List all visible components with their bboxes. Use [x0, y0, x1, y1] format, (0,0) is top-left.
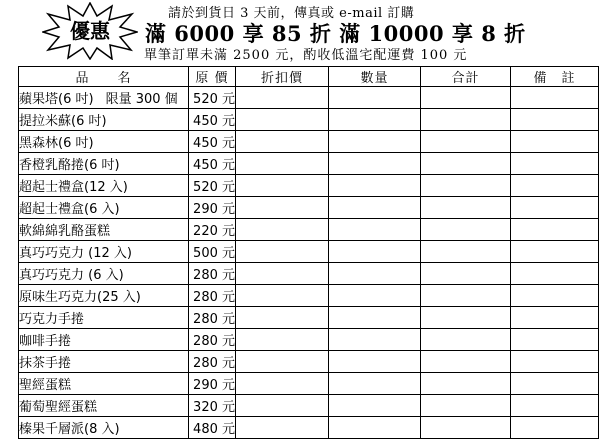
table-row	[19, 373, 599, 395]
remarks-cell[interactable]	[511, 241, 599, 263]
product-name: 榛果千層派(8 入)	[19, 422, 120, 437]
unit-price: 480 元	[189, 417, 236, 439]
table-row	[19, 351, 599, 373]
discount-price-cell[interactable]	[236, 373, 329, 395]
order-table	[18, 66, 599, 439]
remarks-cell[interactable]	[511, 285, 599, 307]
product-name: 咖啡手捲	[19, 334, 72, 349]
discount-price-cell[interactable]	[236, 351, 329, 373]
quantity-cell[interactable]	[329, 153, 421, 175]
unit-price: 280 元	[189, 329, 236, 351]
product-name-cell	[19, 307, 189, 329]
table-row	[19, 175, 599, 197]
quantity-cell[interactable]	[329, 131, 421, 153]
quantity-cell[interactable]	[329, 175, 421, 197]
line-total-cell[interactable]	[421, 263, 511, 285]
product-limit-note: 限量 300 個	[105, 92, 178, 107]
quantity-cell[interactable]	[329, 351, 421, 373]
unit-price: 450 元	[189, 131, 236, 153]
discount-price-cell[interactable]	[236, 87, 329, 109]
product-name: 真巧巧克力 (12 入)	[19, 246, 132, 261]
product-name: 葡萄聖經蛋糕	[19, 400, 98, 415]
product-name: 超起士禮盒(12 入)	[19, 180, 128, 195]
col-header-total: 合計	[421, 67, 511, 87]
remarks-cell[interactable]	[511, 219, 599, 241]
product-name: 軟綿綿乳酪蛋糕	[19, 224, 111, 239]
table-row	[19, 329, 599, 351]
product-name: 聖經蛋糕	[19, 378, 72, 393]
remarks-cell[interactable]	[511, 329, 599, 351]
quantity-cell[interactable]	[329, 395, 421, 417]
table-row	[19, 417, 599, 439]
quantity-cell[interactable]	[329, 417, 421, 439]
product-name: 原味生巧克力(25 入)	[19, 290, 141, 305]
unit-price: 450 元	[189, 109, 236, 131]
line-total-cell[interactable]	[421, 307, 511, 329]
table-row	[19, 87, 599, 109]
line-total-cell[interactable]	[421, 197, 511, 219]
line-total-cell[interactable]	[421, 329, 511, 351]
table-row	[19, 131, 599, 153]
product-name-cell	[19, 241, 189, 263]
quantity-cell[interactable]	[329, 109, 421, 131]
discount-price-cell[interactable]	[236, 175, 329, 197]
quantity-cell[interactable]	[329, 241, 421, 263]
remarks-cell[interactable]	[511, 153, 599, 175]
product-name-cell	[19, 285, 189, 307]
product-name-cell	[19, 153, 189, 175]
product-name: 香橙乳酪捲(6 吋)	[19, 158, 120, 173]
product-name-cell	[19, 175, 189, 197]
product-name: 巧克力手捲	[19, 312, 85, 327]
product-name-cell	[19, 373, 189, 395]
table-row	[19, 263, 599, 285]
line-total-cell[interactable]	[421, 373, 511, 395]
quantity-cell[interactable]	[329, 263, 421, 285]
discount-price-cell[interactable]	[236, 307, 329, 329]
unit-price: 320 元	[189, 395, 236, 417]
product-name: 提拉米蘇(6 吋)	[19, 114, 107, 129]
product-name-cell	[19, 417, 189, 439]
remarks-cell[interactable]	[511, 131, 599, 153]
remarks-cell[interactable]	[511, 175, 599, 197]
badge-label: 優惠	[70, 19, 110, 43]
table-row	[19, 197, 599, 219]
quantity-cell[interactable]	[329, 87, 421, 109]
quantity-cell[interactable]	[329, 373, 421, 395]
discount-price-cell[interactable]	[236, 153, 329, 175]
product-name-cell	[19, 351, 189, 373]
table-row	[19, 153, 599, 175]
product-name-cell	[19, 395, 189, 417]
order-form-header	[0, 0, 600, 64]
line-total-cell[interactable]	[421, 351, 511, 373]
line-total-cell[interactable]	[421, 87, 511, 109]
unit-price: 280 元	[189, 263, 236, 285]
unit-price: 220 元	[189, 219, 236, 241]
product-name: 蘋果塔(6 吋)	[19, 92, 94, 107]
discount-price-cell[interactable]	[236, 219, 329, 241]
col-header-price: 原 價	[189, 67, 236, 87]
product-name-cell	[19, 87, 189, 109]
unit-price: 520 元	[189, 87, 236, 109]
remarks-cell[interactable]	[511, 307, 599, 329]
unit-price: 500 元	[189, 241, 236, 263]
unit-price: 520 元	[189, 175, 236, 197]
quantity-cell[interactable]	[329, 329, 421, 351]
unit-price: 280 元	[189, 285, 236, 307]
unit-price: 290 元	[189, 197, 236, 219]
table-row	[19, 219, 599, 241]
line-total-cell[interactable]	[421, 153, 511, 175]
table-row	[19, 285, 599, 307]
unit-price: 290 元	[189, 373, 236, 395]
unit-price: 280 元	[189, 351, 236, 373]
order-notice: 請於到貨日 3 天前，傳真或 e-mail 訂購	[168, 6, 415, 21]
discount-price-cell[interactable]	[236, 285, 329, 307]
line-total-cell[interactable]	[421, 285, 511, 307]
line-total-cell[interactable]	[421, 219, 511, 241]
product-name: 黑森林(6 吋)	[19, 136, 94, 151]
shipping-note: 單筆訂單未滿 2500 元，酌收低溫宅配運費 100 元	[144, 48, 468, 63]
remarks-cell[interactable]	[511, 373, 599, 395]
discount-price-cell[interactable]	[236, 329, 329, 351]
product-name-cell	[19, 219, 189, 241]
remarks-cell[interactable]	[511, 417, 599, 439]
discount-price-cell[interactable]	[236, 109, 329, 131]
quantity-cell[interactable]	[329, 307, 421, 329]
discount-price-cell[interactable]	[236, 395, 329, 417]
discount-badge	[42, 2, 138, 60]
product-name: 超起士禮盒(6 入)	[19, 202, 120, 217]
quantity-cell[interactable]	[329, 285, 421, 307]
table-row	[19, 307, 599, 329]
unit-price: 280 元	[189, 307, 236, 329]
discount-price-cell[interactable]	[236, 131, 329, 153]
line-total-cell[interactable]	[421, 109, 511, 131]
discount-price-cell[interactable]	[236, 417, 329, 439]
table-row	[19, 241, 599, 263]
table-row	[19, 109, 599, 131]
unit-price: 450 元	[189, 153, 236, 175]
remarks-cell[interactable]	[511, 197, 599, 219]
line-total-cell[interactable]	[421, 241, 511, 263]
discount-price-cell[interactable]	[236, 241, 329, 263]
remarks-cell[interactable]	[511, 395, 599, 417]
remarks-cell[interactable]	[511, 351, 599, 373]
product-name-cell	[19, 263, 189, 285]
col-header-name: 品 名	[19, 67, 189, 87]
discount-price-cell[interactable]	[236, 263, 329, 285]
product-name-cell	[19, 197, 189, 219]
line-total-cell[interactable]	[421, 131, 511, 153]
product-name: 真巧巧克力 (6 入)	[19, 268, 124, 283]
line-total-cell[interactable]	[421, 417, 511, 439]
promo-headline: 滿 6000 享 85 折 滿 10000 享 8 折	[145, 21, 526, 46]
line-total-cell[interactable]	[421, 175, 511, 197]
table-row	[19, 395, 599, 417]
col-header-quantity: 數量	[329, 67, 421, 87]
product-name-cell	[19, 329, 189, 351]
table-header-row	[19, 67, 599, 87]
line-total-cell[interactable]	[421, 395, 511, 417]
remarks-cell[interactable]	[511, 87, 599, 109]
remarks-cell[interactable]	[511, 109, 599, 131]
quantity-cell[interactable]	[329, 197, 421, 219]
product-name: 抹茶手捲	[19, 356, 72, 371]
quantity-cell[interactable]	[329, 219, 421, 241]
remarks-cell[interactable]	[511, 263, 599, 285]
col-header-remarks: 備 註	[511, 67, 599, 87]
order-table-body	[19, 87, 599, 439]
discount-price-cell[interactable]	[236, 197, 329, 219]
col-header-discount: 折扣價	[236, 67, 329, 87]
product-name-cell	[19, 109, 189, 131]
product-name-cell	[19, 131, 189, 153]
